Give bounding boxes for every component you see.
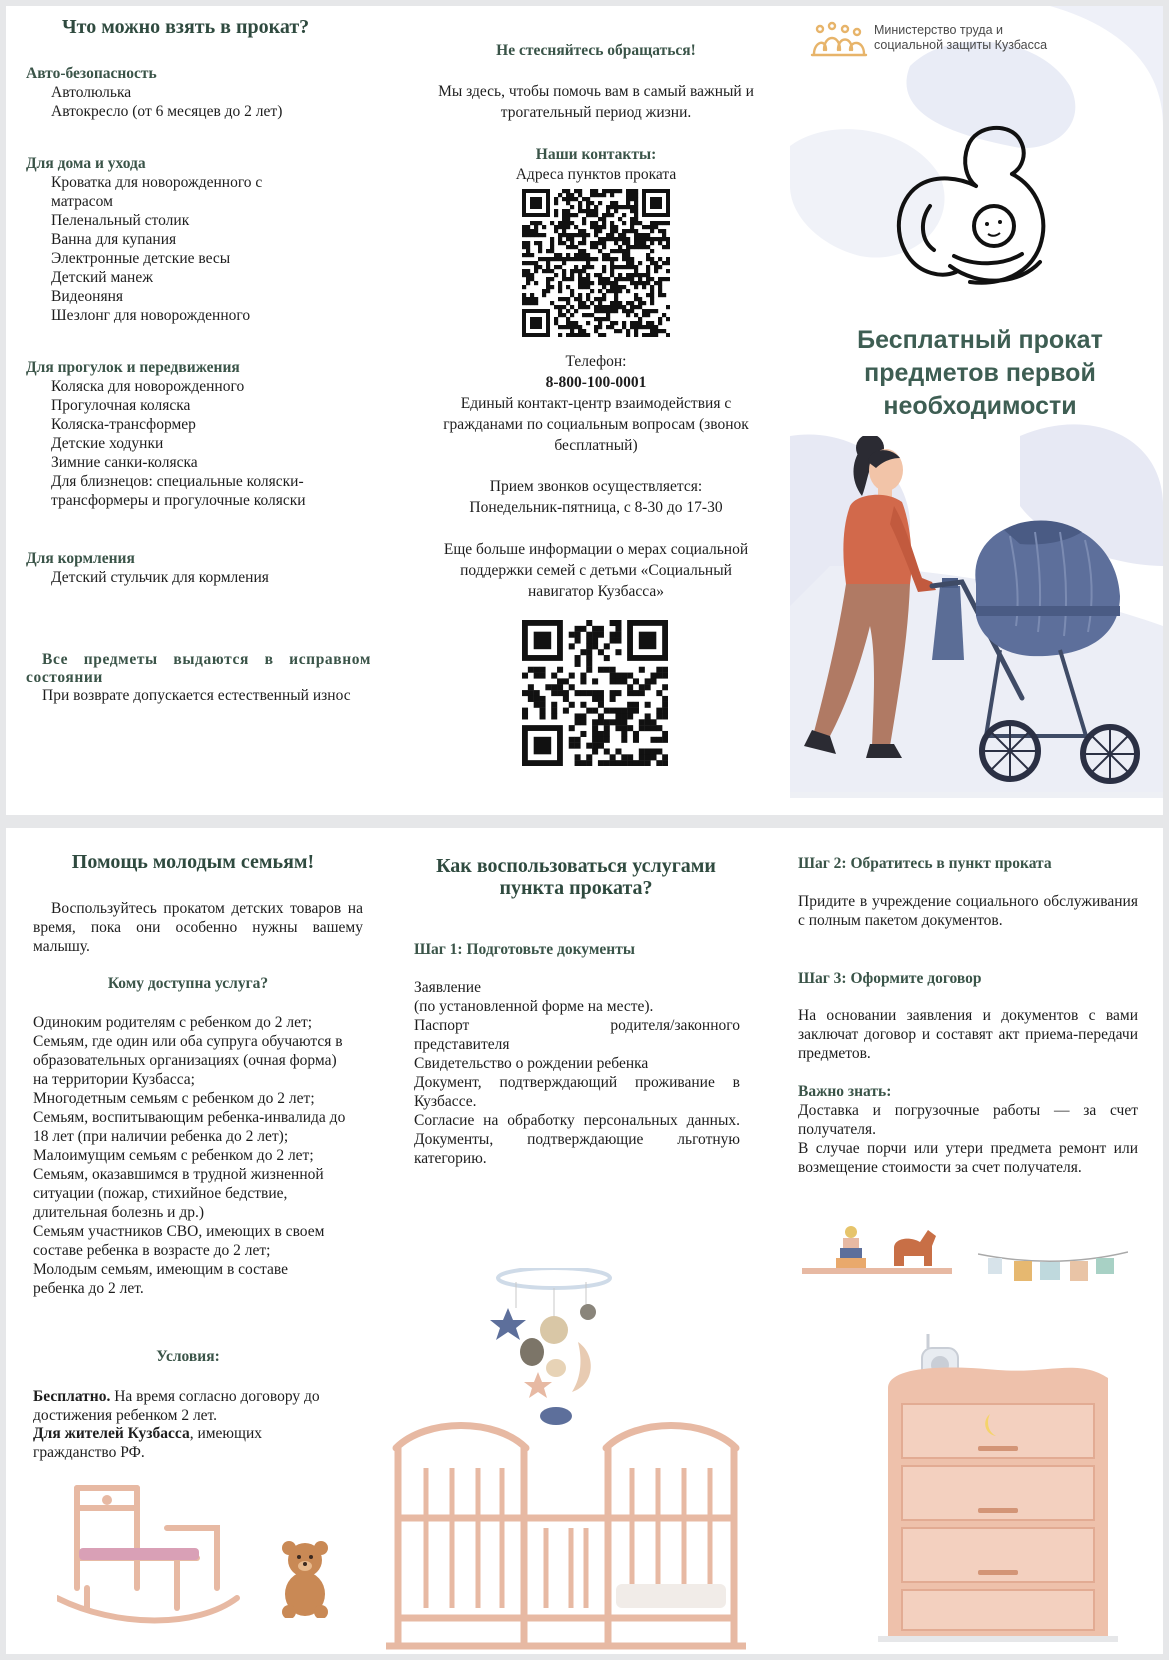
more-info-text: Еще больше информации о мерах социальной поддержки семей с детьми «Социальный навигатор Кузбасса» [443, 541, 749, 600]
important-title: Важно знать: [798, 1083, 892, 1100]
documents-list [414, 978, 740, 1168]
free-bold: Бесплатно. [33, 1388, 111, 1405]
list-item: Семьям участников СВО, имеющих в своем составе ребенка в возрасте до 2 лет; [33, 1223, 325, 1259]
hours-text: Понедельник-пятница, с 8-30 до 17-30 [469, 499, 723, 516]
list-item: Кроватка для новорожденного с матрасом [51, 174, 263, 210]
list-item: Коляска-трансформер [51, 416, 196, 433]
cover-column [790, 6, 1163, 815]
list-item: Автолюлька [51, 84, 132, 101]
list-item: Согласие на обработку персональных данных. Документы, подтверждающие льготную категорию. [414, 1112, 740, 1167]
young-families-intro: Воспользуйтесь прокатом детских товаров на время, пока они особенно нужны вашему малышу. [33, 900, 363, 955]
step3-text: На основании заявления и документов с вами заключат договор и составят акт приема-передачи предметов. [798, 1007, 1138, 1062]
list-item: Зимние санки-коляска [51, 454, 198, 471]
hours-title: Прием звонков осуществляется: [489, 478, 703, 495]
ministry-line-2: социальной защиты Кузбасса [874, 38, 1048, 52]
step1-title: Шаг 1: Подготовьте документы [414, 941, 635, 958]
category-walks [26, 358, 371, 510]
list-item: Автокресло (от 6 месяцев до 2 лет) [51, 103, 283, 120]
crib-illustration [386, 1408, 746, 1654]
residents-bold: Для жителей Кузбасса [33, 1425, 190, 1442]
ministry-logo-icon [810, 20, 868, 60]
cover-title: Бесплатный прокат предметов первой необходимости [857, 326, 1103, 420]
list-item: Детский манеж [51, 269, 153, 286]
ministry-line-1: Министерство труда и [874, 23, 1003, 37]
important-text-1: Доставка и погрузочные работы — за счет получателя. [798, 1102, 1138, 1138]
qr-code-social-navigator[interactable] [522, 620, 668, 766]
list-item: Ванна для купания [51, 231, 177, 248]
list-item: Для близнецов: специальные коляски-трансформеры и прогулочные коляски [51, 473, 306, 509]
list-item: Прогулочная коляска [51, 397, 191, 414]
dresser-illustration [878, 1348, 1118, 1648]
list-item: Заявление [414, 979, 481, 996]
list-item: Электронные детские весы [51, 250, 231, 267]
our-contacts-title: Наши контакты: [535, 146, 657, 163]
list-item: Пеленальный столик [51, 212, 190, 229]
list-item: Видеоняня [51, 288, 123, 305]
list-item: Малоимущим семьям с ребенком до 2 лет; [33, 1147, 314, 1164]
mother-baby-logo-icon [890, 116, 1060, 291]
phone-number[interactable]: 8-800-100-0001 [545, 374, 647, 391]
clothesline-garland-illustration [978, 1248, 1128, 1298]
free-text: На время согласно договору до достижения ребенком 2 лет. [33, 1388, 320, 1424]
rental-addresses-label: Адреса пунктов проката [515, 166, 677, 183]
contacts-intro: Мы здесь, чтобы помочь вам в самый важный и трогательный период жизни. [438, 83, 754, 121]
category-home [26, 154, 371, 325]
conditions-title: Условия: [156, 1348, 220, 1365]
condition-title: Все предметы выдаются в исправном состоянии [26, 651, 371, 686]
who-eligible-title: Кому доступна услуга? [107, 975, 269, 992]
conditions-free [33, 1387, 353, 1425]
how-to-use-title: Как воспользоваться услугами пункта проката? [436, 855, 716, 899]
list-item: Детский стульчик для кормления [51, 569, 269, 586]
young-families-title: Помощь молодым семьям! [71, 851, 315, 873]
conditions-residents [33, 1424, 323, 1462]
brochure-outer-side [6, 6, 1163, 815]
list-item: Шезлонг для новорожденного [51, 307, 251, 324]
qr-code-addresses[interactable] [522, 189, 670, 337]
list-item: Семьям, где один или оба супруга обучаются в образовательных организациях (очная форма) на территории Кузбасса; [33, 1033, 343, 1088]
toy-shelf-illustration [798, 1214, 958, 1278]
brochure-inner-side [6, 828, 1163, 1654]
list-item: Молодым семьям, имеющим в составе ребенка до 2 лет. [33, 1261, 288, 1297]
contacts-title: Не стесняйтесь обращаться! [496, 42, 696, 59]
list-item: Документ, подтверждающий проживание в Кузбассе. [414, 1074, 740, 1110]
category-title: Авто-безопасность [26, 65, 157, 82]
residents-text: , имеющих гражданство РФ. [33, 1425, 262, 1461]
condition-text: При возврате допускается естественный износ [42, 687, 351, 704]
list-item: Семьям, воспитывающим ребенка-инвалида до 18 лет (при наличии ребенка до 2 лет); [33, 1109, 346, 1145]
category-title: Для дома и ухода [26, 155, 146, 172]
step2-title: Шаг 2: Обратитесь в пункт проката [798, 855, 1052, 872]
phone-label: Телефон: [565, 353, 627, 370]
list-item: Свидетельство о рождении ребенка [414, 1055, 649, 1072]
step2-text: Придите в учреждение социального обслуживания с полным пакетом документов. [798, 893, 1138, 929]
rental-items-title: Что можно взять в прокат? [62, 16, 310, 38]
mother-with-stroller-illustration [790, 436, 1163, 806]
who-eligible-list [33, 1013, 359, 1298]
phone-description: Единый контакт-центр взаимодействия с гражданами по социальным вопросам (звонок бесплатный) [443, 395, 749, 454]
category-auto [26, 64, 371, 121]
teddy-bear-illustration [277, 1538, 333, 1618]
rocking-chair-illustration [57, 1478, 247, 1638]
list-item: Семьям, оказавшимся в трудной жизненной ситуации (пожар, стихийное бедствие, длительная болезнь и др.) [33, 1166, 324, 1221]
category-title: Для прогулок и передвижения [26, 359, 240, 376]
list-item: Одиноким родителям с ребенком до 2 лет; [33, 1014, 313, 1031]
list-item: Детские ходунки [51, 435, 164, 452]
ministry-name [874, 23, 1047, 53]
step3-title: Шаг 3: Оформите договор [798, 970, 982, 987]
list-item: Паспорт родителя/законного представителя [414, 1017, 740, 1053]
condition-block [26, 651, 371, 705]
list-item: Многодетным семьям с ребенком до 2 лет; [33, 1090, 315, 1107]
important-text-2: В случае порчи или утери предмета ремонт или возмещение стоимости за счет получателя. [798, 1140, 1138, 1176]
list-item: Коляска для новорожденного [51, 378, 245, 395]
list-item: (по установленной форме на месте). [414, 998, 654, 1015]
category-title: Для кормления [26, 550, 135, 567]
category-feeding [26, 549, 371, 587]
